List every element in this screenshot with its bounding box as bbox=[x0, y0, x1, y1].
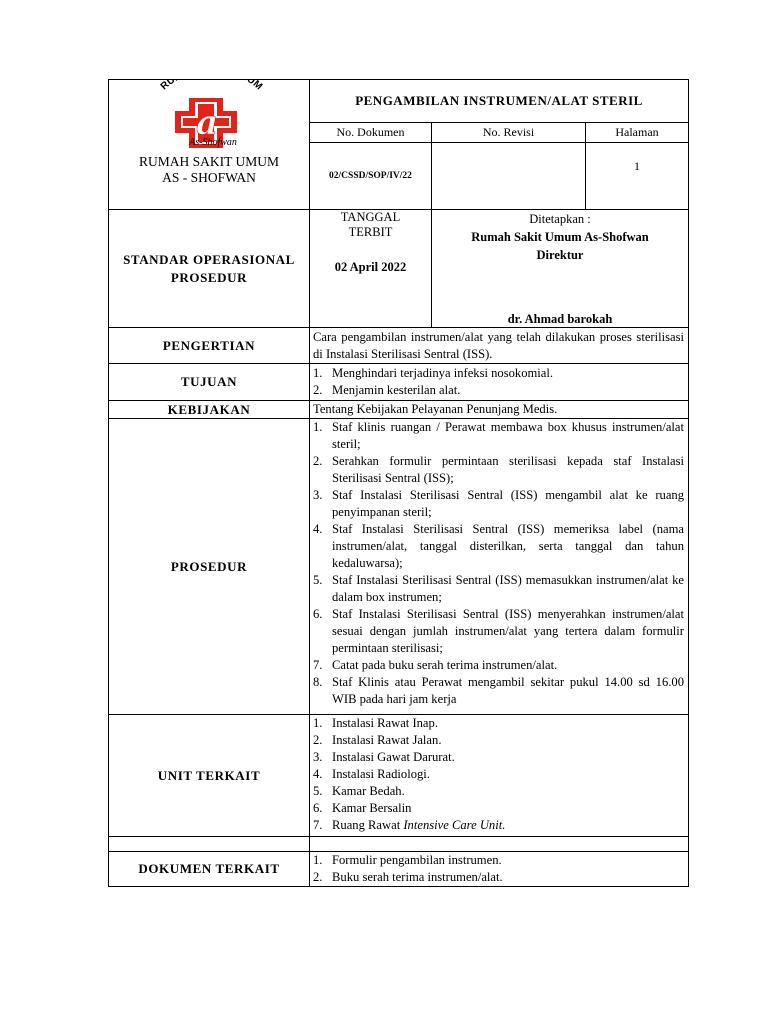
list-item bbox=[310, 419, 684, 453]
ditetapkan-org: Rumah Sakit Umum As-Shofwan bbox=[471, 230, 649, 244]
list-item-number: 6. bbox=[313, 801, 323, 815]
list-item-number: 2. bbox=[313, 454, 323, 468]
list-item bbox=[310, 365, 684, 382]
list-item-number: 3. bbox=[313, 750, 323, 764]
list-item bbox=[310, 869, 684, 886]
list-item bbox=[310, 487, 684, 521]
list-item-number: 7. bbox=[313, 658, 323, 672]
list-item bbox=[310, 674, 684, 708]
prosedur-list bbox=[310, 419, 688, 708]
prosedur-label: PROSEDUR bbox=[109, 419, 310, 715]
list-item-text: Staf Instalasi Sterilisasi Sentral (ISS) mengambil alat ke ruang penyimpanan steril; bbox=[332, 488, 685, 519]
dokumen-terkait-list bbox=[310, 852, 688, 886]
tujuan-label: TUJUAN bbox=[109, 364, 310, 401]
unit-terkait-list bbox=[310, 715, 688, 834]
list-item-text: Buku serah terima instrumen/alat. bbox=[332, 870, 503, 884]
list-item-text: Kamar Bersalin bbox=[332, 801, 412, 815]
signatory-name: dr. Ahmad barokah bbox=[507, 312, 613, 326]
kebijakan-content bbox=[310, 401, 689, 419]
prosedur-content bbox=[310, 419, 689, 715]
list-item-number: 2. bbox=[313, 870, 323, 884]
list-item-text: Menjamin kesterilan alat. bbox=[332, 383, 461, 397]
list-item-text: Instalasi Gawat Darurat. bbox=[332, 750, 455, 764]
list-item-number: 4. bbox=[313, 522, 323, 536]
list-item bbox=[310, 749, 684, 766]
tanggal-terbit-cell bbox=[310, 210, 432, 328]
sop-document bbox=[108, 79, 688, 887]
list-item-number: 1. bbox=[313, 420, 323, 434]
list-item-number: 5. bbox=[313, 573, 323, 587]
list-item-text: Formulir pengambilan instrumen. bbox=[332, 853, 502, 867]
sop-label bbox=[109, 210, 310, 328]
list-item-text-italic: Intensive Care Unit. bbox=[403, 818, 506, 832]
pengertian-label: PENGERTIAN bbox=[109, 328, 310, 364]
kebijakan-text: Tentang Kebijakan Pelayanan Penunjang Medis. bbox=[313, 402, 558, 416]
list-item bbox=[310, 382, 684, 399]
pengertian-content bbox=[310, 328, 689, 364]
list-item-number: 2. bbox=[313, 383, 323, 397]
unit-terkait-content bbox=[310, 715, 689, 837]
list-item-text-prefix: Ruang Rawat bbox=[332, 818, 404, 832]
no-dokumen-value: 02/CSSD/SOP/IV/22 bbox=[310, 143, 432, 210]
list-item-text: Kamar Bedah. bbox=[332, 784, 405, 798]
list-item bbox=[310, 732, 684, 749]
sop-label-line1: STANDAR OPERASIONAL bbox=[123, 251, 295, 267]
list-item-number: 1. bbox=[313, 853, 323, 867]
list-item bbox=[310, 572, 684, 606]
list-item bbox=[310, 783, 684, 800]
hospital-logo bbox=[109, 80, 309, 154]
no-revisi-value bbox=[432, 143, 586, 210]
sop-label-line2: PROSEDUR bbox=[170, 269, 248, 285]
list-item-text: Instalasi Radiologi. bbox=[332, 767, 430, 781]
list-item-number: 7. bbox=[313, 818, 323, 832]
list-item-text: Instalasi Rawat Jalan. bbox=[332, 733, 442, 747]
list-item-text: Staf Instalasi Sterilisasi Sentral (ISS) memeriksa label (nama instrumen/alat, tanggal disterilkan, serta tanggal dan tahun kedaluwarsa); bbox=[332, 522, 685, 570]
list-item-text: Catat pada buku serah terima instrumen/alat. bbox=[332, 658, 558, 672]
logo-script-text: As-Shofwan bbox=[189, 137, 237, 148]
list-item-number: 2. bbox=[313, 733, 323, 747]
list-item bbox=[310, 817, 684, 834]
spacer-right bbox=[310, 837, 689, 852]
list-item-text: Staf Klinis atau Perawat mengambil sekitar pukul 14.00 sd 16.00 WIB pada hari jam kerja bbox=[332, 675, 685, 706]
list-item-text: Serahkan formulir permintaan sterilisasi kepada staf Instalasi Sterilisasi Sentral (ISS); bbox=[332, 454, 685, 485]
list-item-number: 8. bbox=[313, 675, 323, 689]
list-item-number: 3. bbox=[313, 488, 323, 502]
halaman-value: 1 bbox=[586, 143, 689, 210]
unit-terkait-label: UNIT TERKAIT bbox=[109, 715, 310, 837]
ditetapkan-cell bbox=[432, 210, 689, 328]
dokumen-terkait-content bbox=[310, 852, 689, 887]
list-item-text: Staf Instalasi Sterilisasi Sentral (ISS) menyerahkan instrumen/alat sesuai dengan jumlah instrumen/alat yang tertera dalam formulir permintaan sterilisasi; bbox=[332, 607, 685, 655]
list-item bbox=[310, 715, 684, 732]
logo-cross-icon bbox=[109, 80, 310, 154]
ditetapkan-role: Direktur bbox=[536, 248, 584, 262]
no-dokumen-header: No. Dokumen bbox=[310, 123, 432, 143]
ditetapkan-label: Ditetapkan : bbox=[529, 212, 591, 226]
pengertian-text: Cara pengambilan instrumen/alat yang telah dilakukan proses sterilisasi di Instalasi Sterilisasi Sentral (ISS). bbox=[313, 329, 685, 361]
list-item-number: 5. bbox=[313, 784, 323, 798]
hospital-identity-cell bbox=[109, 80, 310, 210]
logo-arc-text: RU UM bbox=[158, 80, 265, 93]
tanggal-label-line2: TERBIT bbox=[348, 225, 393, 239]
tanggal-value: 02 April 2022 bbox=[334, 260, 407, 274]
list-item bbox=[310, 521, 684, 572]
list-item-number: 1. bbox=[313, 366, 323, 380]
hospital-name-line2: AS - SHOFWAN bbox=[162, 170, 256, 185]
tanggal-label-line1: TANGGAL bbox=[340, 210, 401, 224]
list-item-text: Instalasi Rawat Inap. bbox=[332, 716, 438, 730]
dokumen-terkait-label: DOKUMEN TERKAIT bbox=[109, 852, 310, 887]
list-item-number: 1. bbox=[313, 716, 323, 730]
list-item bbox=[310, 453, 684, 487]
no-revisi-header: No. Revisi bbox=[432, 123, 586, 143]
list-item-text: Staf klinis ruangan / Perawat membawa box khusus instrumen/alat steril; bbox=[332, 420, 685, 451]
kebijakan-label: KEBIJAKAN bbox=[109, 401, 310, 419]
list-item bbox=[310, 766, 684, 783]
sop-table bbox=[108, 79, 689, 887]
list-item bbox=[310, 800, 684, 817]
spacer-left bbox=[109, 837, 310, 852]
tujuan-content bbox=[310, 364, 689, 401]
tujuan-list bbox=[310, 365, 688, 399]
list-item-text: Staf Instalasi Sterilisasi Sentral (ISS) memasukkan instrumen/alat ke dalam box instrumen; bbox=[332, 573, 685, 604]
document-title: PENGAMBILAN INSTRUMEN/ALAT STERIL bbox=[310, 80, 689, 123]
halaman-header: Halaman bbox=[586, 123, 689, 143]
list-item-number: 6. bbox=[313, 607, 323, 621]
list-item bbox=[310, 852, 684, 869]
list-item-number: 4. bbox=[313, 767, 323, 781]
logo-letter: a bbox=[195, 103, 219, 143]
list-item bbox=[310, 657, 684, 674]
list-item-text bbox=[332, 817, 684, 834]
list-item bbox=[310, 606, 684, 657]
hospital-name-line1: RUMAH SAKIT UMUM bbox=[138, 154, 280, 169]
list-item-text: Menghindari terjadinya infeksi nosokomial. bbox=[332, 366, 554, 380]
